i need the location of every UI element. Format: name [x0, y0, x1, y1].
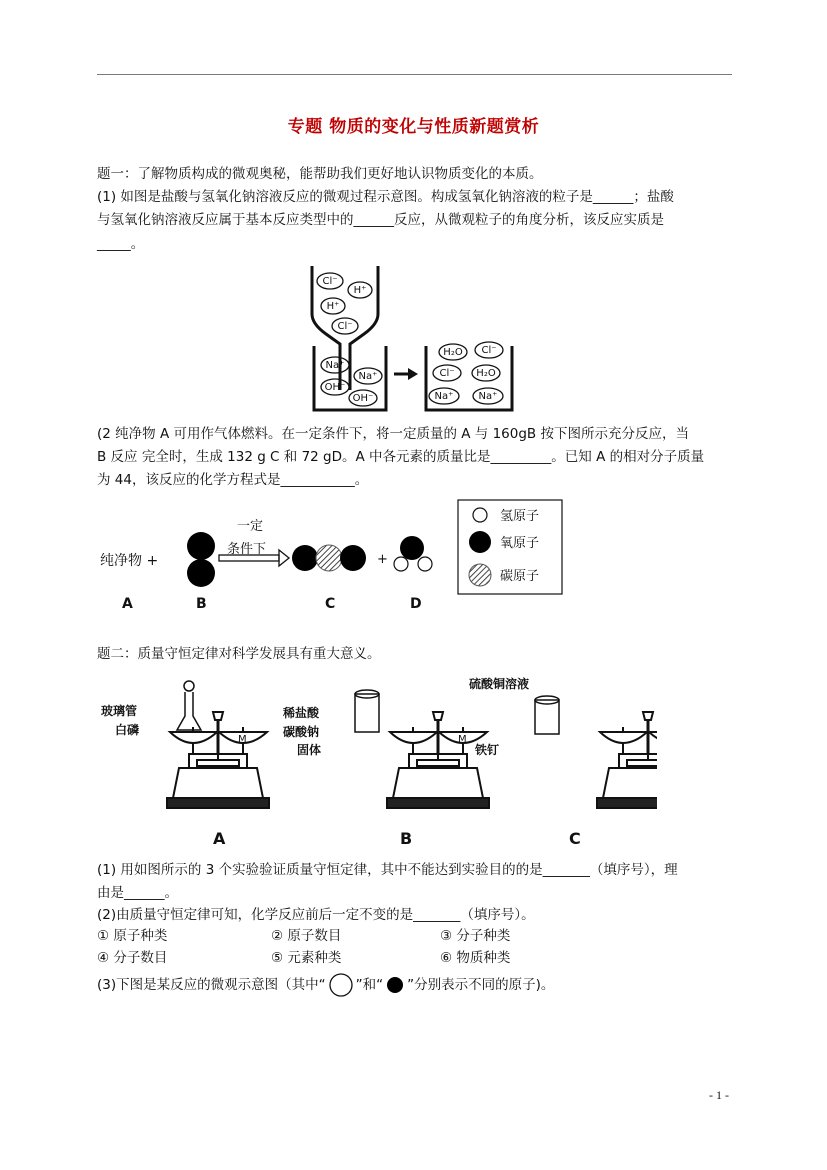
condition-bottom: 条件下 — [227, 542, 267, 557]
condition-top: 一定 — [237, 519, 264, 534]
label-dilute-hcl: 稀盐酸 — [283, 706, 320, 720]
q2-part2: (2)由质量守恒定律可知，化学反应前后一定不变的是_______（填序号）。 — [97, 907, 535, 923]
page-number: - 1 - — [709, 1088, 729, 1102]
black-atom-icon — [386, 976, 404, 994]
reaction-figure — [97, 497, 567, 619]
ion-top-2: H⁺ — [353, 285, 367, 296]
beaker-b — [355, 690, 379, 732]
q2-part3-a: (3)下图是某反应的微观示意图（其中“ — [97, 977, 326, 993]
ion-right-3: Cl⁻ — [439, 368, 455, 379]
q1-part1-line1: (1) 如图是盐酸与氢氧化钠溶液反应的微观过程示意图。构成氢氧化钠溶液的粒子是______；盐酸 — [97, 189, 674, 205]
q1-part2-line1: (2 纯净物 A 可用作气体燃料。在一定条件下，将一定质量的 A 与 160gB 按下图所示充分反应，当 — [97, 426, 689, 442]
hydrogen-atom — [394, 557, 408, 571]
oxygen-atom — [340, 545, 366, 571]
ion-right-5: Na⁺ — [434, 391, 454, 402]
caption-a: A — [213, 829, 226, 848]
oxygen-atom — [292, 545, 318, 571]
q2-intro: 题二：质量守恒定律对科学发展具有重大意义。 — [97, 646, 381, 662]
arrow-icon — [394, 368, 418, 380]
legend-oxygen: 氧原子 — [500, 536, 540, 551]
oxygen-atom — [187, 559, 215, 587]
legend-hydrogen: 氢原子 — [500, 509, 540, 524]
carbon-legend-icon — [469, 564, 491, 586]
oxygen-atom — [400, 536, 424, 560]
q2-part3 — [97, 972, 554, 998]
option-2: ② 原子数目 — [271, 928, 342, 944]
ion-right-4: H₂O — [476, 368, 496, 379]
option-4: ④ 分子数目 — [97, 950, 168, 966]
label-d: D — [410, 596, 422, 612]
page-title: 专题 物质的变化与性质新题赏析 — [287, 117, 540, 137]
q2-part3-c: ”分别表示不同的原子)。 — [407, 977, 555, 993]
label-glass-tube: 玻璃管 — [101, 704, 138, 718]
q1-intro: 题一：了解物质构成的微观奥秘，能帮助我们更好地认识物质变化的本质。 — [97, 166, 543, 182]
option-3: ③ 分子种类 — [440, 928, 511, 944]
label-c: C — [325, 596, 336, 612]
ion-left-1: Na⁺ — [325, 360, 345, 371]
ion-right-2: Cl⁻ — [481, 345, 497, 356]
hydrogen-legend-icon — [473, 508, 487, 522]
q1-part1-line3: _____。 — [97, 236, 145, 252]
caption-b: B — [400, 829, 413, 848]
ion-right-6: Na⁺ — [478, 391, 498, 402]
q1-part1-line2: 与氢氧化钠溶液反应属于基本反应类型中的______反应，从微观粒子的角度分析，该反应实质是 — [97, 212, 664, 228]
label-iron-nail: 铁钉 — [475, 743, 500, 757]
label-b: B — [196, 596, 207, 612]
label-sodium-carbonate: 碳酸钠 — [283, 725, 320, 739]
option-1: ① 原子种类 — [97, 928, 168, 944]
option-6: ⑥ 物质种类 — [440, 950, 511, 966]
ion-right-1: H₂O — [443, 347, 463, 358]
label-white-phosphorus: 白磷 — [115, 723, 140, 737]
beaker-c — [535, 696, 559, 734]
ion-left-4: OH⁻ — [352, 393, 374, 404]
neutralization-figure — [300, 262, 530, 417]
ion-top-3: H⁺ — [326, 301, 340, 312]
hydrogen-atom — [418, 557, 432, 571]
caption-c: C — [569, 829, 581, 848]
ion-top-1: Cl⁻ — [322, 276, 338, 287]
q1-part2-line2: B 反应 完全时，生成 132 g C 和 72 gD。A 中各元素的质量比是_________。已知 A 的相对分子质量 — [97, 449, 705, 465]
header-rule — [97, 74, 732, 75]
svg-text:M: M — [238, 734, 247, 745]
plus-sign: + — [377, 552, 388, 567]
q2-part3-b: ”和“ — [355, 977, 384, 993]
option-5: ⑤ 元素种类 — [271, 950, 342, 966]
ion-left-2: Na⁺ — [358, 371, 378, 382]
label-copper-sulfate: 硫酸铜溶液 — [469, 677, 530, 691]
q1-part2-line3: 为 44，该反应的化学方程式是___________。 — [97, 472, 369, 488]
label-solid: 固体 — [297, 743, 322, 757]
balance-experiments-figure — [97, 672, 657, 852]
oxygen-legend-icon — [469, 531, 491, 553]
flask-a — [177, 681, 201, 730]
legend-carbon: 碳原子 — [500, 569, 540, 584]
q2-part1-line1: (1) 用如图所示的 3 个实验验证质量守恒定律，其中不能达到实验目的的是_______（填序号），理 — [97, 862, 678, 878]
pure-substance-text: 纯净物 + — [100, 553, 159, 569]
ion-left-3: OH⁻ — [324, 382, 346, 393]
q2-part1-line2: 由是______。 — [97, 885, 178, 901]
white-atom-icon — [328, 972, 354, 998]
carbon-atom — [316, 545, 342, 571]
label-a: A — [122, 596, 133, 612]
ion-top-4: Cl⁻ — [337, 321, 353, 332]
oxygen-atom — [187, 532, 215, 560]
